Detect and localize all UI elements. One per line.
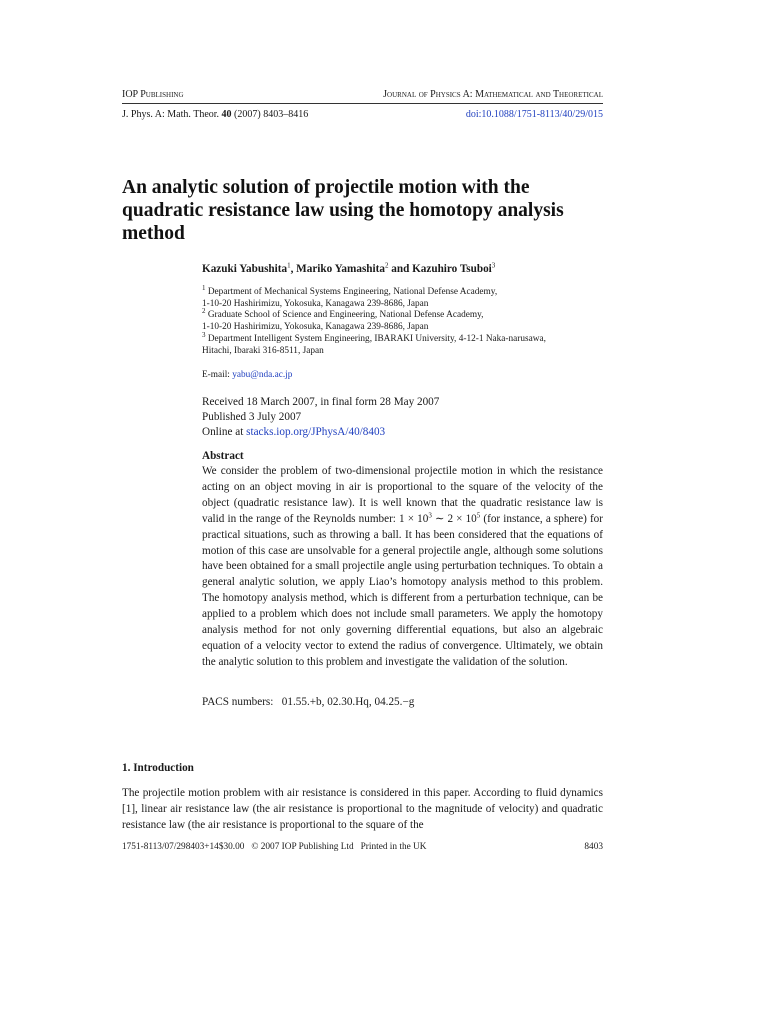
affiliation-line: Graduate School of Science and Engineering, National Defense Academy, <box>207 310 484 321</box>
citation <box>122 109 308 120</box>
abstract-text <box>202 464 603 671</box>
header-rule <box>122 103 603 104</box>
author-sup: 2 <box>384 261 389 270</box>
abstract-part: We consider the problem of two-dimensional projectile motion in which the resistance acting on an object moving in air is proportional to the square of the velocity of the object (quadratic resistance law). It is well known that the quadratic resistance law is valid in the range of the Reynolds number: 1 × 10 <box>202 465 603 525</box>
online-line <box>202 425 439 440</box>
pacs-label: PACS numbers: <box>202 696 274 708</box>
author-name: Mariko Yamashita <box>296 263 385 275</box>
publisher-name: IOP Publishing <box>122 89 184 100</box>
abstract-heading: Abstract <box>202 450 244 462</box>
abstract-exponent: 5 <box>476 510 481 519</box>
publication-dates <box>202 395 439 440</box>
author-separator: and <box>388 263 413 275</box>
citation-volume: 40 <box>221 109 232 120</box>
affiliation-2 <box>202 307 602 322</box>
affiliation-line: 1-10-20 Hashirimizu, Yokosuka, Kanagawa 239-8686, Japan <box>202 322 429 333</box>
footer-copyright: 1751-8113/07/298403+14$30.00 © 2007 IOP Publishing Ltd Printed in the UK <box>122 842 427 852</box>
pacs-values: 01.55.+b, 02.30.Hq, 04.25.−g <box>281 696 415 708</box>
email-label: E-mail: <box>202 370 230 380</box>
citation-prefix: J. Phys. A: Math. Theor. <box>122 109 220 120</box>
published-date: Published 3 July 2007 <box>202 411 302 423</box>
paper-title: An analytic solution of projectile motion with the quadratic resistance law using the homotopy analysis method <box>122 177 564 244</box>
page-number: 8403 <box>584 842 603 852</box>
author-sup: 3 <box>491 261 496 270</box>
affiliation-3 <box>202 330 602 346</box>
author-name: Kazuhiro Tsuboi <box>412 263 492 275</box>
author-name: Kazuki Yabushita <box>202 263 288 275</box>
affiliation-line: Department of Mechanical Systems Engineering, National Defense Academy, <box>207 287 498 297</box>
affiliation-line: Department Intelligent System Engineering, IBARAKI University, 4-12-1 Naka-narusawa, <box>207 333 546 344</box>
received-date: Received 18 March 2007, in final form 28 May 2007 <box>202 396 440 408</box>
abstract-exponent: 3 <box>428 510 432 519</box>
email-line <box>202 370 292 380</box>
affiliation-1 <box>202 283 602 299</box>
affiliation-sup: 1 <box>202 283 206 292</box>
affiliation-sup: 3 <box>202 330 206 339</box>
online-label: Online at <box>202 426 244 438</box>
journal-name: Journal of Physics A: Mathematical and Theoretical <box>383 89 603 100</box>
abstract-part: ∼ 2 × 10 <box>431 512 477 525</box>
author-sup: 1 <box>287 261 291 270</box>
email-link[interactable]: yabu@nda.ac.jp <box>232 370 293 380</box>
affiliation-line: 1-10-20 Hashirimizu, Yokosuka, Kanagawa 239-8686, Japan <box>202 298 429 309</box>
pacs-numbers <box>202 696 414 708</box>
online-link[interactable]: stacks.iop.org/JPhysA/40/8403 <box>246 426 386 438</box>
abstract-part: (for instance, a sphere) for practical situations, such as throwing a ball. It has been considered that the equations of motion of this case are unsolvable for a general projectile angle, although some solutions have been obtained for a small projectile angle using perturbation techniques. To obtain a general analytic solution, we apply Liao’s homotopy analysis method to this problem. The homotopy analysis method, which is different from a perturbation technique, can be applied to a problem which does not include small parameters. We apply the homotopy analysis method for not only governing differential equations, but also an algebraic equation of a velocity vector to extend the radius of convergence. Ultimately, we obtain the analytic solution to this problem and investigate the validation of the solution. <box>202 512 603 668</box>
section-heading: 1. Introduction <box>122 762 194 774</box>
affiliations <box>202 283 602 357</box>
affiliation-sup: 2 <box>202 307 206 316</box>
author-separator: , <box>290 263 297 275</box>
citation-suffix: (2007) 8403–8416 <box>234 109 309 120</box>
intro-paragraph: The projectile motion problem with air resistance is considered in this paper. According to fluid dynamics [1], linear air resistance law (the air resistance is proportional to the magnitude of velocity) and quadratic resistance law (the air resistance is proportional to the square of the <box>122 787 603 831</box>
affiliation-line: Hitachi, Ibaraki 316-8511, Japan <box>202 345 324 356</box>
doi-link[interactable]: doi:10.1088/1751-8113/40/29/015 <box>465 109 603 120</box>
author-list <box>202 263 495 275</box>
